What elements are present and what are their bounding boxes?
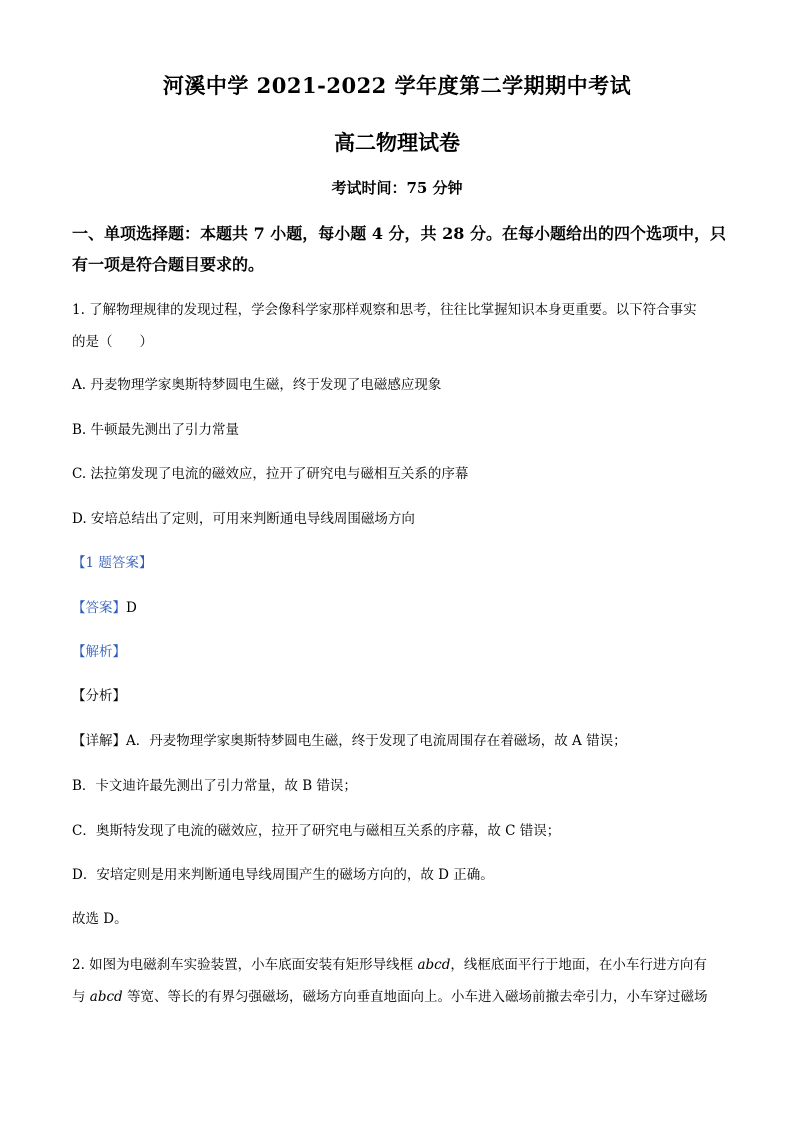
q1-conclusion: 故选 D。: [72, 911, 128, 927]
q1-detail-b: B．卡文迪许最先测出了引力常量，故 B 错误；: [72, 778, 357, 794]
exam-time: 考试时间：75 分钟: [331, 179, 463, 197]
q1-detail-d: D．安培定则是用来判断通电导线周围产生的磁场方向的，故 D 正确。: [72, 867, 494, 883]
q1-answer-group-tag: 【1 题答案】: [72, 555, 153, 571]
detail-label: 【详解】: [72, 733, 126, 749]
q1-detail-c: C．奥斯特发现了电流的磁效应，拉开了研究电与磁相互关系的序幕，故 C 错误；: [72, 823, 561, 839]
q2-stem-line2: 与 abcd 等宽、等长的有界匀强磁场，磁场方向垂直地面向上。小车进入磁场前撤去牵引力，小车穿过磁场: [72, 989, 708, 1005]
exam-subtitle: 高二物理试卷: [334, 130, 460, 155]
q1-detail-a: 【详解】A．丹麦物理学家奥斯特梦圆电生磁，终于发现了电流周围存在着磁场，故 A 错误；: [72, 733, 627, 749]
q1-analysis-tag: 【解析】: [72, 644, 126, 660]
q1-fenxi-tag: 【分析】: [72, 688, 126, 704]
var-abcd: abcd: [417, 957, 451, 973]
q1-answer: [72, 596, 732, 616]
q2-stem-line1: 2. 如图为电磁刹车实验装置，小车底面安装有矩形导线框 abcd，线框底面平行于地面，在小车行进方向有: [72, 957, 707, 973]
answer-label: 【答案】: [72, 600, 126, 616]
q1-option-d: D. 安培总结出了定则，可用来判断通电导线周围磁场方向: [72, 511, 415, 527]
q1-option-c: C. 法拉第发现了电流的磁效应，拉开了研究电与磁相互关系的序幕: [72, 466, 469, 482]
q1-option-b: B. 牛顿最先测出了引力常量: [72, 422, 240, 438]
section-heading: 一、单项选择题：本题共 7 小题，每小题 4 分，共 28 分。在每小题给出的四个选项中，只有一项是符合题目要求的。: [72, 224, 726, 274]
answer-value: D: [126, 600, 137, 616]
q1-option-a: A. 丹麦物理学家奥斯特梦圆电生磁，终于发现了电磁感应现象: [72, 377, 442, 393]
var-abcd: abcd: [89, 989, 123, 1005]
q1-stem-line1: 1. 了解物理规律的发现过程，学会像科学家那样观察和思考，往往比掌握知识本身更重要。以下符合事实: [72, 302, 697, 318]
q1-stem-line2: 的是（ ）: [72, 334, 153, 350]
exam-title: 河溪中学 2021-2022 学年度第二学期期中考试: [162, 73, 632, 98]
